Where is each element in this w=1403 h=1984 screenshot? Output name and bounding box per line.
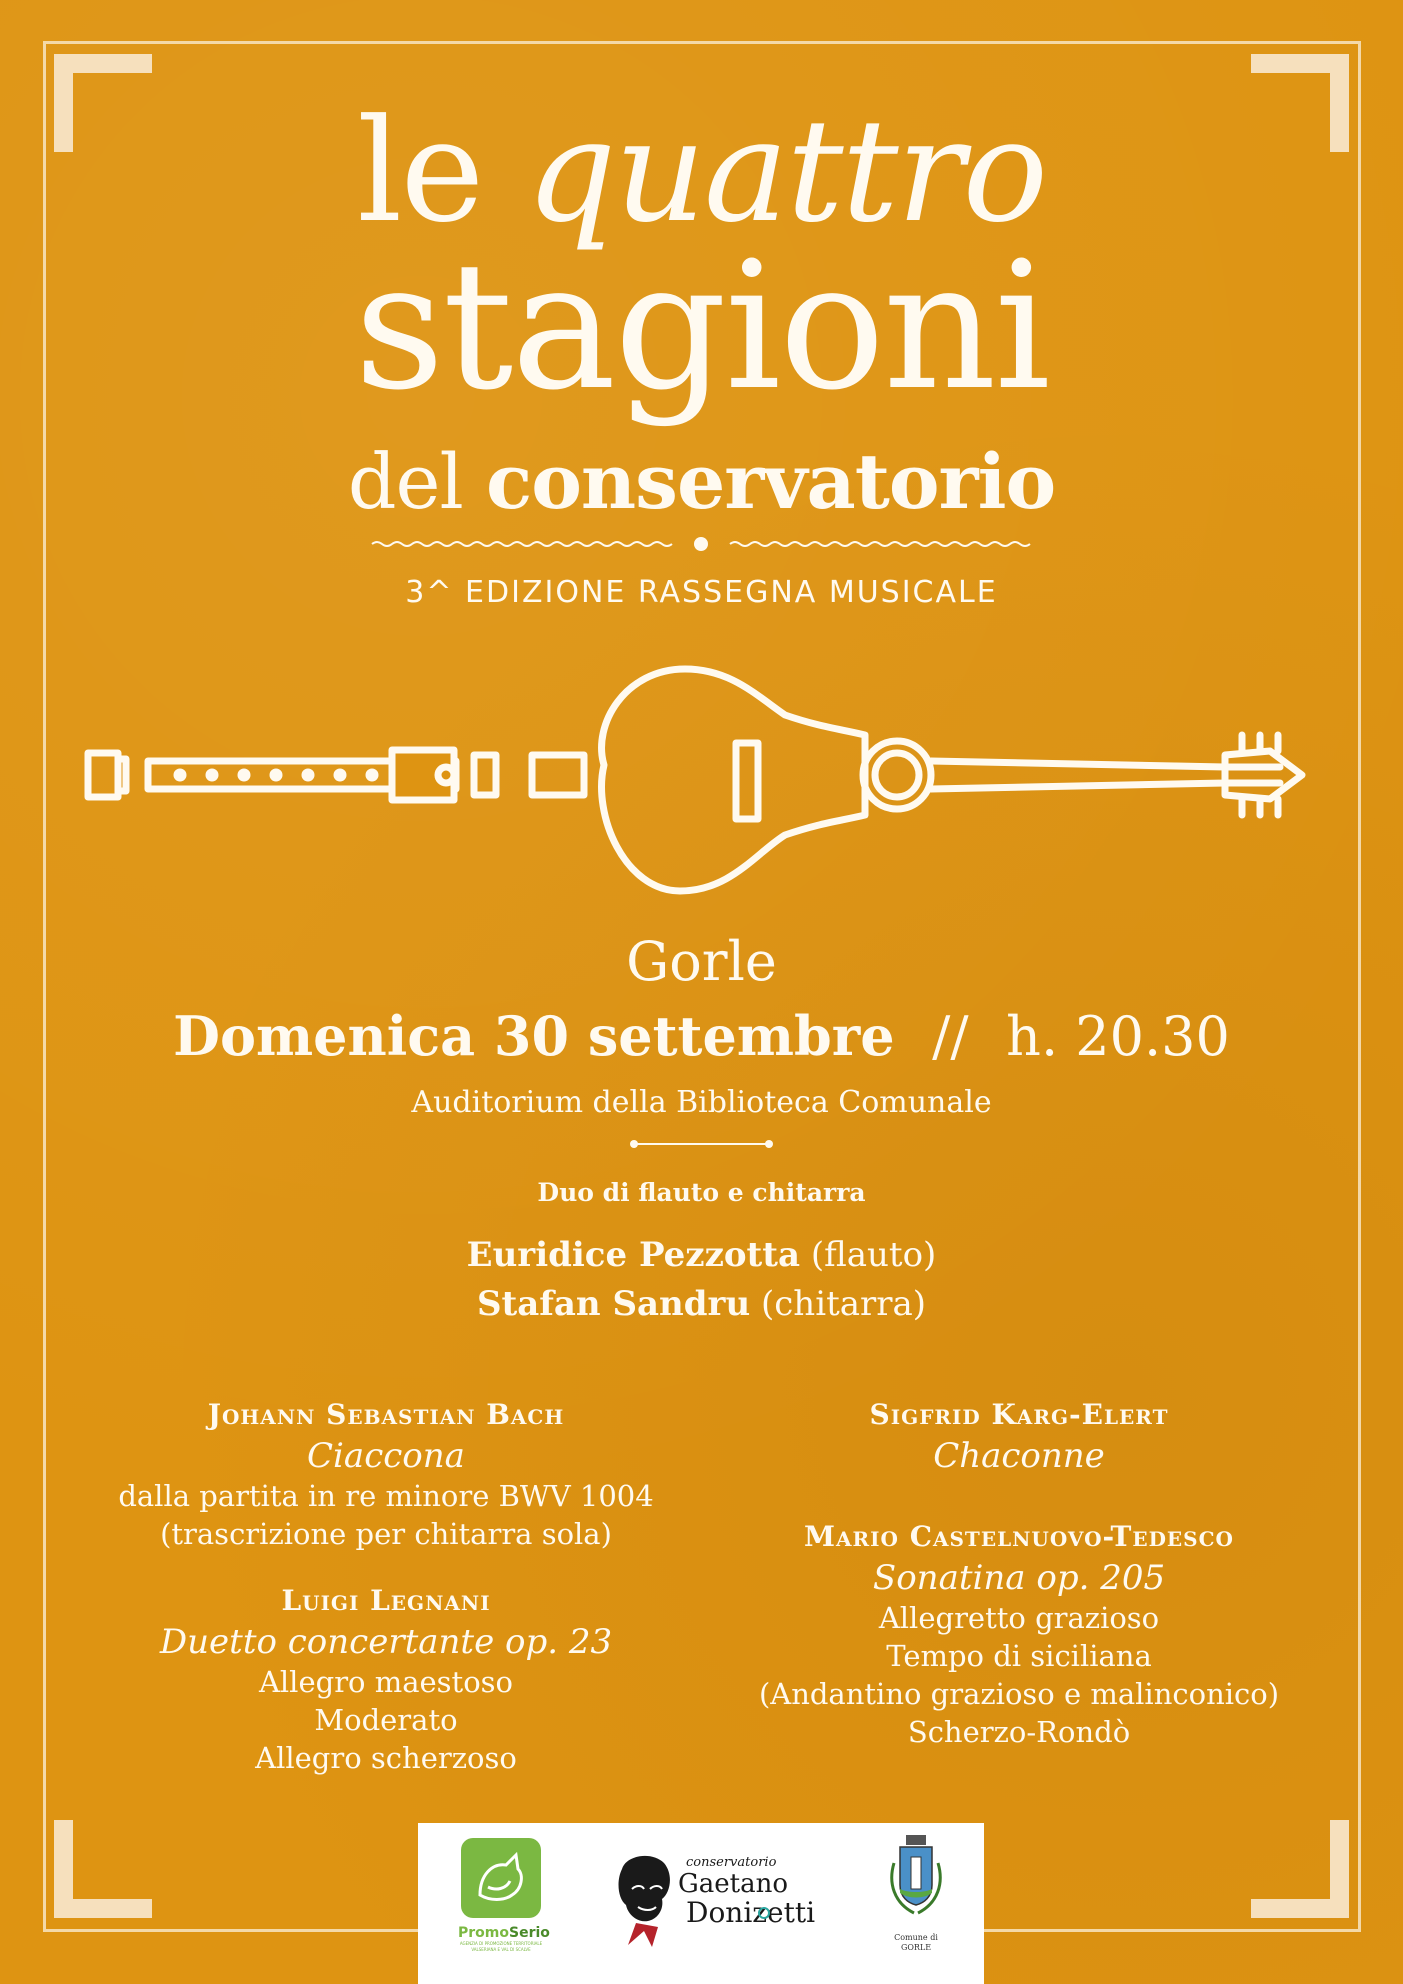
corner-bottom-left [54, 1820, 152, 1918]
title-conservatorio: conservatorio [485, 437, 1056, 526]
work-movement: Allegro maestoso [258, 1665, 514, 1699]
title-line-3 [0, 437, 1403, 527]
conservatorio-label: conservatorio [686, 1855, 777, 1870]
flute-icon [88, 750, 584, 800]
work-title: Ciaccona [307, 1436, 465, 1476]
event-separator: // [932, 1005, 969, 1068]
venue-divider [628, 1138, 775, 1150]
teal-ring-icon [758, 1907, 770, 1919]
event-venue: Auditorium della Biblioteca Comunale [411, 1085, 992, 1120]
work-title: Sonatina op. 205 [872, 1558, 1166, 1598]
composer-name: Mario Castelnuovo-Tedesco [804, 1520, 1234, 1553]
work-detail: dalla partita in re minore BWV 1004 [118, 1479, 654, 1513]
performer-name: Euridice Pezzotta [466, 1235, 800, 1275]
event-place: Gorle [626, 930, 777, 993]
promoserio-logo [458, 1835, 550, 1953]
work-movement: Moderato [314, 1703, 458, 1737]
program-right-column [694, 1395, 1344, 1751]
title-ornament [368, 530, 1035, 558]
performer-role: (flauto) [810, 1235, 937, 1275]
donizetti-portrait-icon [608, 1849, 680, 1949]
event-dateline [0, 999, 1403, 1074]
guitar-icon [602, 669, 1302, 891]
promoserio-subtitle-1: AGENZIA DI PROMOZIONE TERRITORIALE [459, 1941, 543, 1946]
performer-guitar [0, 1281, 1403, 1327]
composer-name: Johann Sebastian Bach [207, 1398, 565, 1431]
ensemble-name: Duo di flauto e chitarra [537, 1178, 866, 1207]
work-movement: Tempo di siciliana [886, 1639, 1152, 1673]
title-stagioni: stagioni [354, 224, 1049, 429]
comune-label: Comune di [894, 1933, 938, 1942]
performer-flute [0, 1232, 1403, 1278]
work-detail: (trascrizione per chitarra sola) [160, 1517, 612, 1551]
title-quattro: quattro [525, 89, 1047, 254]
conservatorio-donizetti-logo [608, 1845, 816, 1955]
gorle-coat-of-arms-icon [884, 1833, 948, 1929]
work-title: Duetto concertante op. 23 [159, 1622, 613, 1662]
promoserio-name-part1: Promo [458, 1925, 509, 1941]
title-del: del [347, 437, 463, 526]
conservatorio-name-2: Donizetti [686, 1896, 816, 1929]
comune-gorle-logo [876, 1833, 956, 1953]
work-title: Chaconne [933, 1436, 1105, 1476]
program-left-column [61, 1395, 711, 1777]
corner-bottom-right [1251, 1820, 1349, 1918]
performer-role: (chitarra) [760, 1284, 927, 1324]
work-movement: Scherzo-Rondò [907, 1715, 1131, 1749]
instruments-illustration [80, 655, 1330, 905]
performer-name: Stafan Sandru [476, 1284, 751, 1324]
work-movement: Allegretto grazioso [878, 1601, 1160, 1635]
promoserio-fox-icon [458, 1835, 544, 1921]
composer-name: Luigi Legnani [281, 1584, 491, 1617]
sponsor-logos-bar [418, 1823, 984, 1984]
event-hour: h. 20.30 [1006, 1005, 1230, 1068]
promoserio-name-part2: Serio [509, 1925, 550, 1941]
title-le: le [356, 89, 483, 254]
work-movement: Allegro scherzoso [255, 1741, 517, 1775]
event-date: Domenica 30 settembre [173, 1004, 895, 1068]
comune-name: GORLE [900, 1943, 932, 1952]
edition-subtitle: 3^ EDIZIONE RASSEGNA MUSICALE [405, 575, 998, 610]
conservatorio-name-1: Gaetano [678, 1869, 789, 1899]
composer-name: Sigfrid Karg-Elert [869, 1398, 1169, 1431]
promoserio-subtitle-2: VALSERIANA E VAL DI SCALVE [471, 1947, 531, 1952]
work-movement: (Andantino grazioso e malinconico) [758, 1677, 1280, 1711]
